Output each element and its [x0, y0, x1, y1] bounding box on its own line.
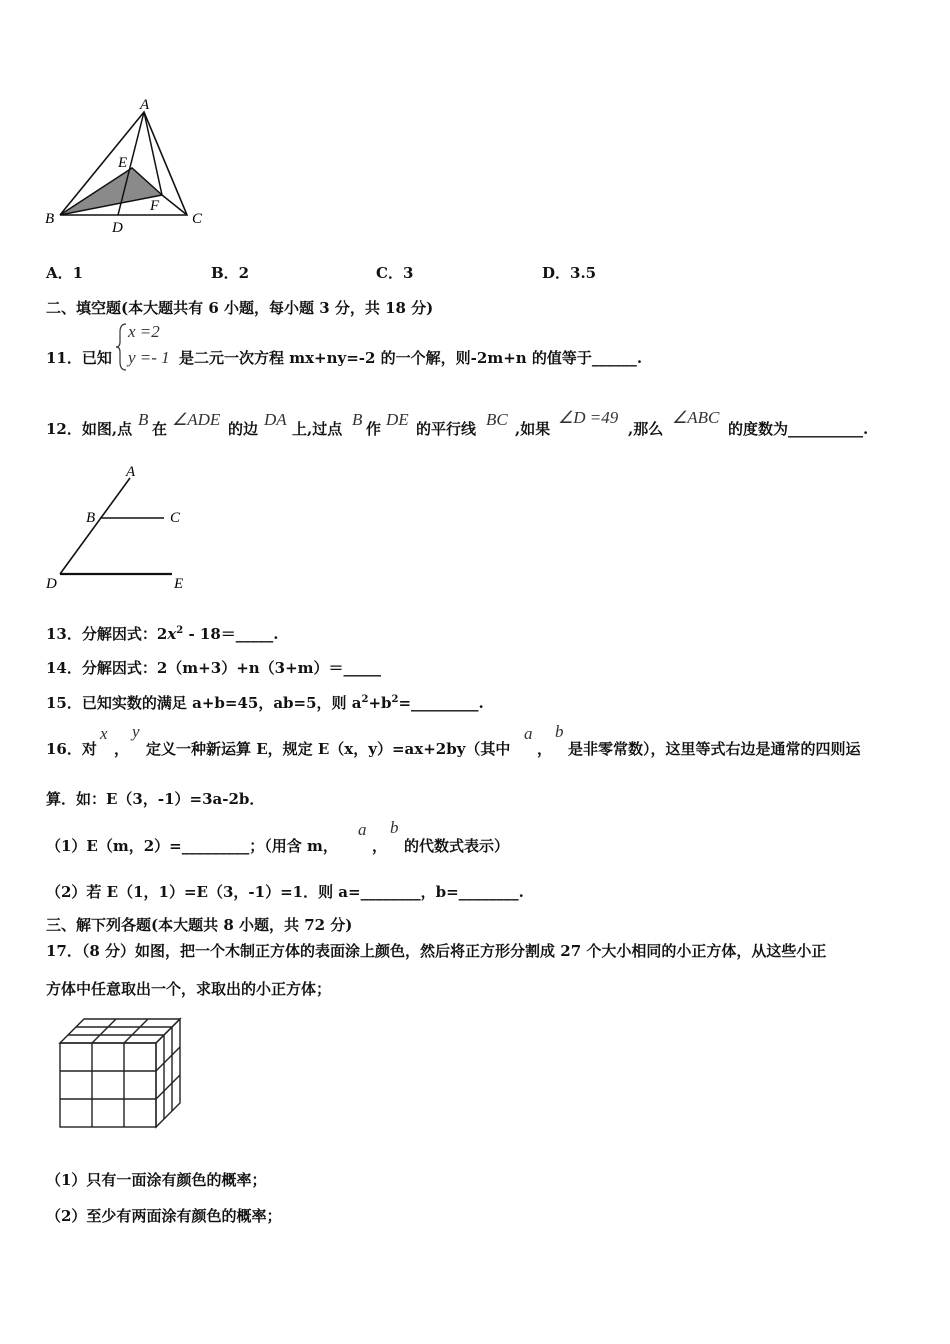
label-E: E: [174, 576, 184, 592]
q12-BC: BC: [486, 410, 508, 429]
section-2-heading: 二、填空题(本大题共有 6 小题，每小题 3 分，共 18 分): [46, 299, 434, 317]
q16-comma: ，: [114, 740, 130, 758]
q16-p1: 16．对: [46, 740, 97, 758]
q16-y: y: [132, 722, 140, 741]
label-C: C: [192, 211, 203, 227]
q15-text-c: =_________.: [398, 694, 484, 712]
q12-B2: B: [352, 410, 363, 429]
q16-s1b: 的代数式表示）: [404, 837, 510, 855]
q11-prefix: 11．已知: [46, 349, 112, 367]
q11-suffix: 是二元一次方程 mx+ny=-2 的一个解，则-2m+n 的值等于______.: [179, 349, 643, 367]
q12-DE: DE: [386, 410, 409, 429]
q12-p7: ,如果: [515, 420, 551, 438]
q16-s2: （2）若 E（1，1）=E（3，-1）=1．则 a=________，b=________.: [46, 883, 524, 901]
q16-s1-comma: ，: [372, 837, 388, 855]
cube-figure: [55, 1015, 190, 1133]
q16-x: x: [100, 724, 108, 743]
label-F: F: [150, 198, 160, 214]
q16-p3: 是非零常数），这里等式右边是通常的四则运: [568, 740, 861, 758]
q11-eq1: x =2: [128, 322, 160, 341]
q12-p3: 的边: [228, 420, 259, 438]
q13-text-a: 13．分解因式：2: [46, 625, 168, 643]
label-A: A: [126, 464, 136, 480]
q16-p2: 定义一种新运算 E，规定 E（x，y）=ax+2by（其中: [146, 740, 511, 758]
q13-x: x: [167, 625, 177, 643]
q15-text-a: 15．已知实数的满足 a+b=45，ab=5，则 a: [46, 694, 362, 712]
q16-s1-a: a: [358, 820, 367, 839]
label-A: A: [140, 97, 150, 113]
option-a: A．1: [46, 264, 84, 282]
q13: [46, 623, 279, 644]
q12-p9: 的度数为__________.: [728, 420, 869, 438]
q17-s2: （2）至少有两面涂有颜色的概率；: [46, 1207, 282, 1225]
shaded-triangle: [60, 168, 162, 215]
q11-eq2: y =- 1: [128, 348, 170, 367]
parallel-lines-figure: [40, 462, 200, 597]
q12-p5: 作: [366, 420, 382, 438]
label-C: C: [170, 510, 181, 526]
q16-s1-b: b: [390, 818, 399, 837]
q15: [46, 692, 484, 713]
q15-sup1: 2: [361, 694, 369, 705]
q16-s1a: （1）E（m，2）=_________；（用含 m，: [46, 837, 338, 855]
option-c: C．3: [376, 264, 414, 282]
option-b: B．2: [211, 264, 250, 282]
q12-p8: ,那么: [628, 420, 664, 438]
q15-sup2: 2: [391, 694, 399, 705]
q15-text-b: +b: [368, 694, 392, 712]
q12-p4: 上,过点: [292, 420, 343, 438]
triangle-figure: [40, 95, 220, 235]
q17-line1: 17．（8 分）如图，把一个木制正方体的表面涂上颜色，然后将正方形分割成 27 个大小相同的小正方体，从这些小正: [46, 942, 827, 960]
label-D: D: [112, 220, 123, 235]
section-3-heading: 三、解下列各题(本大题共 8 小题，共 72 分): [46, 916, 353, 934]
q16-line2: 算．如：E（3，-1）=3a-2b．: [46, 790, 265, 808]
q12-p1: 12．如图,点: [46, 420, 133, 438]
option-d: D．3.5: [542, 264, 597, 282]
label-E: E: [118, 155, 128, 171]
q12-p6: 的平行线: [416, 420, 477, 438]
q13-text-b: - 18＝_____.: [183, 625, 279, 643]
q16-b: b: [555, 722, 564, 741]
label-B: B: [45, 211, 55, 227]
q12-p2: 在: [152, 420, 168, 438]
q16-comma2: ，: [537, 740, 553, 758]
q17-s1: （1）只有一面涂有颜色的概率；: [46, 1171, 267, 1189]
q13-sup: 2: [176, 625, 184, 636]
brace-icon: [116, 322, 128, 372]
q12-ADE: ∠ADE: [172, 410, 221, 429]
q17-line2: 方体中任意取出一个，求取出的小正方体；: [46, 980, 332, 998]
q16-a: a: [524, 724, 533, 743]
q12-DA: DA: [264, 410, 287, 429]
q12-D49: ∠D =49: [558, 408, 619, 427]
q12-ABC: ∠ABC: [672, 408, 720, 427]
q12-B1: B: [138, 410, 149, 429]
label-D: D: [46, 576, 57, 592]
label-B: B: [86, 510, 96, 526]
q14: 14．分解因式：2（m+3）+n（3+m）＝_____: [46, 659, 382, 677]
